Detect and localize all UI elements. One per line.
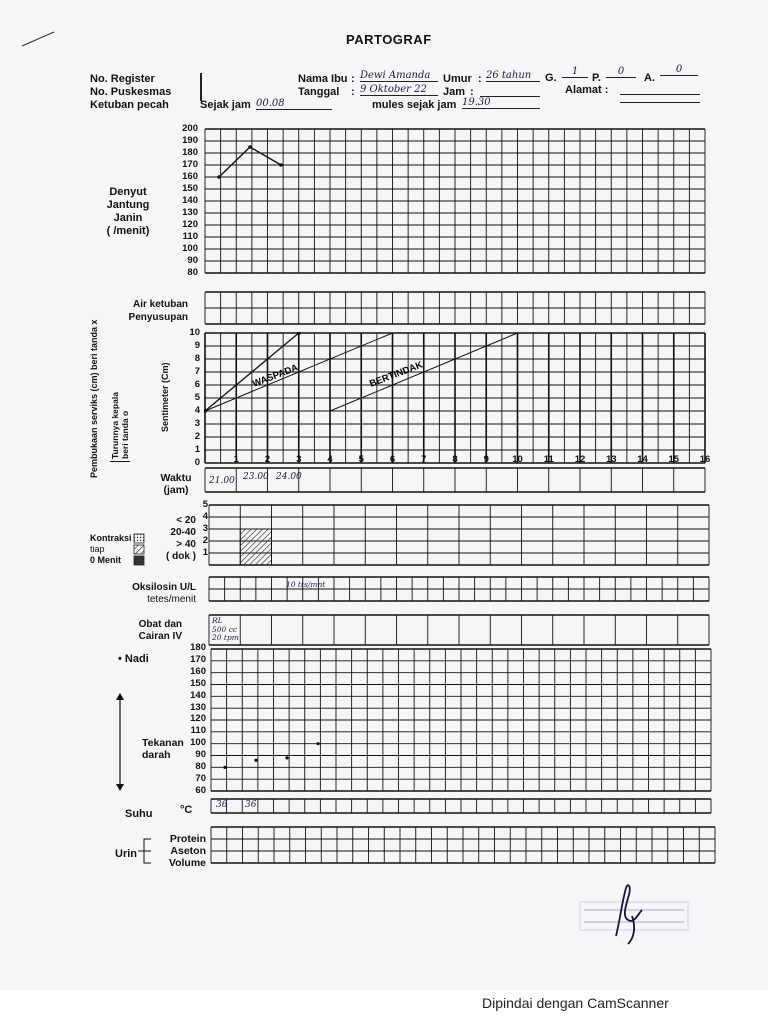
- temperature-unit: °C: [180, 804, 193, 816]
- sejak-jam-value: 00.08: [256, 98, 332, 110]
- vitals-y-tick: 90: [195, 749, 206, 761]
- cervix-x-tick: 4: [327, 454, 333, 465]
- contraction-legend-label: 20-40: [170, 527, 196, 538]
- page-title: PARTOGRAF: [346, 32, 432, 47]
- cervix-x-tick: 2: [264, 454, 271, 465]
- cervix-x-tick: 15: [668, 454, 680, 465]
- contraction-y-tick: 4: [202, 511, 208, 522]
- vitals-chart: [210, 648, 712, 792]
- register-number-boxes: [200, 73, 202, 87]
- fetal-heart-y-tick: 120: [182, 219, 198, 230]
- cervix-x-tick: 3: [296, 454, 302, 465]
- vitals-y-tick: 170: [190, 653, 206, 665]
- pen-mark: [20, 28, 60, 50]
- contraction-y-tick: 2: [202, 535, 208, 546]
- cervix-y-tick: 8: [194, 353, 200, 364]
- fetal-heart-y-tick: 140: [182, 195, 198, 206]
- cervix-chart: [204, 332, 706, 466]
- vitals-y-tick: 80: [195, 761, 206, 772]
- nadi-point: [316, 742, 319, 745]
- fetal-heart-y-tick: 90: [187, 255, 198, 266]
- fetal-heart-y-tick: 170: [182, 159, 198, 170]
- cervix-y-tick: 2: [194, 431, 200, 442]
- puskesmas-label: No. Puskesmas: [90, 86, 172, 98]
- contraction-y-tick: 1: [202, 547, 208, 558]
- p-label: P.: [592, 72, 601, 84]
- a-value: 0: [660, 64, 698, 76]
- vitals-y-tick: 160: [190, 665, 206, 677]
- cervix-y-tick: 4: [194, 405, 200, 416]
- fetal-heart-y-tick: 110: [182, 231, 198, 242]
- vitals-y-tick: 180: [190, 642, 206, 653]
- contraction-legend-label: ( dok ): [166, 551, 196, 562]
- cervix-x-tick: 6: [389, 454, 396, 465]
- vitals-y-tick: 60: [195, 784, 206, 796]
- scanner-footer-text: Dipindai dengan CamScanner: [482, 995, 669, 1011]
- nadi-label: • Nadi: [118, 653, 149, 665]
- vitals-y-tick: 100: [190, 737, 206, 749]
- alert-line-label: WASPADA: [251, 362, 300, 390]
- temperature-grid: [210, 798, 712, 814]
- nadi-point: [223, 766, 226, 769]
- contraction-grid: [208, 504, 710, 568]
- time-entry-1: 21.00: [209, 476, 235, 486]
- vitals-y-tick: 150: [190, 677, 206, 689]
- cervix-x-tick: 9: [483, 454, 489, 465]
- signature-stamp: [576, 880, 706, 950]
- nadi-point: [285, 756, 288, 759]
- fetal-heart-line: [219, 147, 281, 177]
- cervix-x-tick: 8: [452, 454, 458, 465]
- fetal-heart-y-tick: 130: [182, 207, 198, 218]
- ketuban-label: Ketuban pecah: [90, 99, 169, 111]
- tanggal-label: Tanggal: [298, 86, 340, 98]
- a-label: A.: [644, 72, 655, 84]
- cervix-axis-label: Sentimeter (Cm): [160, 362, 170, 432]
- fetal-heart-y-tick: 150: [182, 183, 198, 194]
- partograph-sheet: PARTOGRAF No. Register No. Puskesmas Ketuban pecah Sejak jam 00.08 Nama Ibu : Dewi Amanda Tanggal : 9 Oktober 22 mules sejak jam 19.30 Umur : 26 tahun Jam : G. 1 P. 0 A. 0 Alamat : Denyut Jantung Janin ( /menit) 200 190 180 170 160 150 140 130 120 110 100 90 80 Air ketuban Penyusupan Pembukaan serviks (cm) beri tanda x Turunnya kepala beri tanda o Sentimeter (Cm) 10 9 8 7 6 5 4 3 2 1 0 WASPADA BERTINDAK 1 2 3 4 5 6 7 8 9 10 11 12 13 14 15 16 Waktu (jam) 21.00 23.00 24.00 Kontraksi tiap 0 Menit 5 4 3 2 1 < 20 20-40 > 40 ( dok ) Oksilosin U/L tetes/menit 10 tts/mnt Obat dan Cairan IV RL 500 cc 20 tpm • Nadi Tekanan darah 180 170 160 150 140 130 120 110 100 90 80 70 60 Suhu °C 36 36 Urin Protein Aseton Volume: [0, 0, 768, 990]
- cervix-y-tick: 0: [194, 457, 200, 468]
- fetal-heart-y-tick: 80: [187, 267, 198, 278]
- alamat-line-2: [620, 94, 700, 103]
- urine-grid: [210, 826, 716, 866]
- urine-bracket: [138, 836, 152, 866]
- nama-ibu-label: Nama Ibu: [298, 73, 348, 85]
- fetal-heart-y-tick: 190: [182, 135, 198, 146]
- oxytocin-grid: [208, 576, 710, 602]
- fetal-heart-y-tick: 100: [182, 243, 198, 254]
- vitals-y-tick: 130: [190, 701, 206, 713]
- sejak-jam-label: Sejak jam: [200, 99, 251, 111]
- vitals-y-tick: 120: [190, 713, 206, 725]
- umur-value: 26 tahun: [486, 70, 540, 82]
- contraction-y-tick: 5: [202, 499, 208, 510]
- fetal-heart-chart: [204, 128, 706, 286]
- cervix-x-tick: 11: [543, 454, 554, 465]
- cervix-x-tick: 1: [233, 454, 239, 465]
- mules-value: 19.30: [462, 97, 540, 109]
- fetal-heart-point: [217, 175, 221, 179]
- temperature-entry-1: 36: [216, 800, 228, 810]
- alamat-label: Alamat :: [565, 84, 609, 96]
- cervix-x-tick: 13: [605, 454, 617, 465]
- oxytocin-entry: 10 tts/mnt: [286, 580, 326, 589]
- contraction-legend-swatches: [133, 533, 147, 569]
- fetal-heart-label: Denyut Jantung Janin ( /menit): [106, 186, 150, 237]
- vitals-y-tick: 110: [190, 725, 206, 737]
- oxytocin-label: Oksilosin U/L tetes/menit: [132, 582, 196, 605]
- nadi-point: [254, 759, 257, 762]
- head-descent-label: Turunnya kepala beri tanda o: [110, 392, 130, 462]
- vitals-y-tick: 140: [190, 689, 206, 701]
- fetal-heart-point: [279, 163, 283, 167]
- contraction-bar: [240, 529, 271, 565]
- urine-label: Urin: [115, 848, 137, 860]
- jam-label: Jam: [443, 86, 466, 98]
- drugs-entry: RL 500 cc 20 tpm: [212, 616, 239, 642]
- temperature-entry-2: 36: [245, 800, 257, 810]
- cervix-y-tick: 1: [194, 444, 200, 455]
- cervix-x-tick: 12: [574, 454, 586, 465]
- time-entry-3: 24.00: [276, 472, 302, 482]
- fetal-heart-y-tick: 180: [182, 147, 198, 158]
- contraction-label: Kontraksi tiap 0 Menit: [90, 533, 132, 565]
- time-entry-2: 23.00: [243, 472, 269, 482]
- temperature-label: Suhu: [125, 808, 153, 820]
- contraction-y-tick: 3: [202, 523, 208, 534]
- cervix-x-tick: 10: [512, 454, 523, 465]
- cervix-y-tick: 7: [194, 366, 200, 377]
- fetal-heart-y-tick: 200: [182, 123, 198, 134]
- vitals-y-tick: 70: [195, 772, 206, 784]
- contraction-legend-label: > 40: [176, 539, 196, 550]
- jam-value-line: [480, 84, 540, 97]
- nama-ibu-value: Dewi Amanda: [360, 70, 438, 82]
- register-label: No. Register: [90, 73, 155, 85]
- amniotic-label: Air ketuban Penyusupan: [128, 299, 188, 323]
- cervix-y-tick: 10: [189, 327, 200, 338]
- cervix-x-tick: 7: [421, 454, 427, 465]
- action-line-label: BERTINDAK: [368, 359, 425, 390]
- bp-label: Tekanan darah: [142, 737, 184, 761]
- tanggal-value: 9 Oktober 22: [360, 84, 438, 96]
- cervix-y-tick: 3: [194, 418, 200, 429]
- contraction-legend-label: < 20: [176, 515, 196, 526]
- time-label: Waktu (jam): [160, 472, 192, 496]
- cervix-side-label: Pembukaan serviks (cm) beri tanda x: [89, 319, 99, 478]
- cervix-x-tick: 14: [637, 454, 648, 465]
- cervix-x-tick: 16: [699, 454, 711, 465]
- umur-label: Umur: [443, 73, 472, 85]
- amniotic-grid: [204, 291, 706, 325]
- bp-range-arrow: [115, 692, 125, 792]
- mules-label: mules sejak jam: [372, 99, 457, 111]
- p-value: 0: [606, 66, 636, 78]
- urine-rows-labels: Protein Aseton Volume: [168, 833, 206, 869]
- drugs-grid: [208, 614, 710, 646]
- cervix-x-tick: 5: [358, 454, 364, 465]
- cervix-y-tick: 6: [194, 379, 200, 390]
- cervix-y-tick: 5: [194, 392, 200, 403]
- fetal-heart-point: [248, 145, 252, 149]
- cervix-y-tick: 9: [194, 340, 200, 351]
- drugs-label: Obat dan Cairan IV: [138, 619, 182, 642]
- g-label: G.: [545, 72, 557, 84]
- fetal-heart-y-tick: 160: [182, 171, 198, 182]
- g-value: 1: [562, 66, 588, 78]
